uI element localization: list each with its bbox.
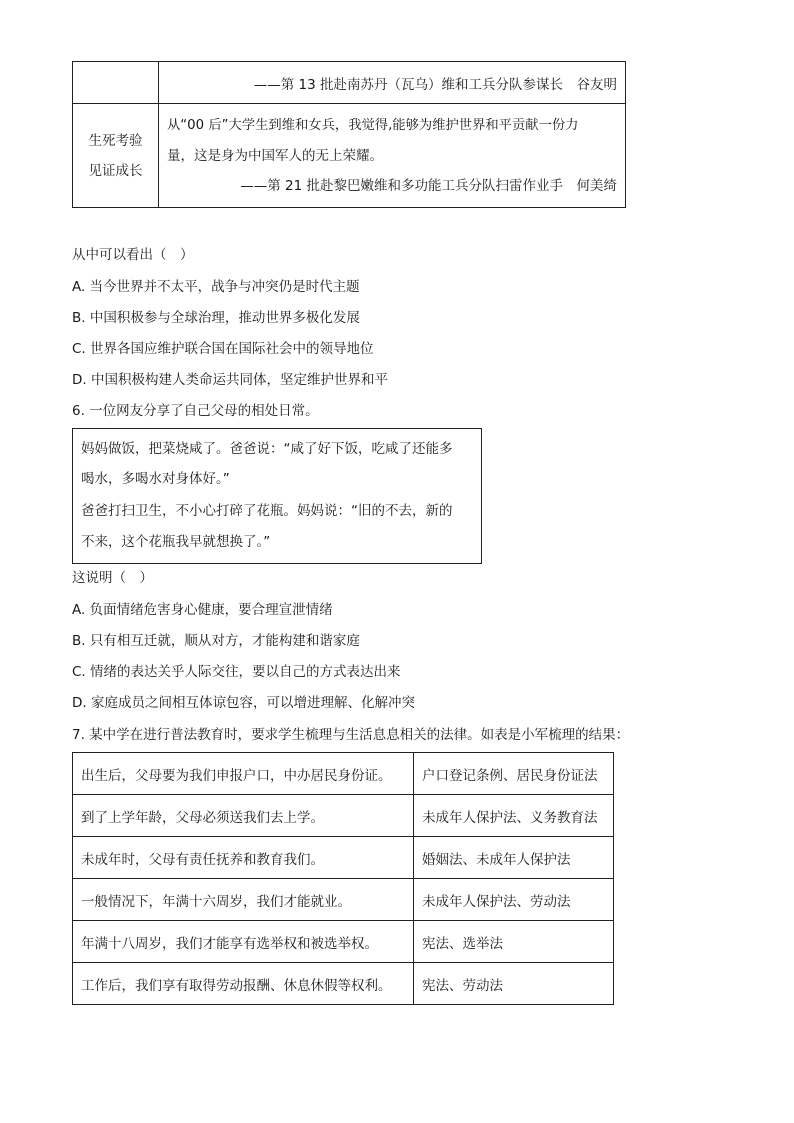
law-cell: 婚姻法、未成年人保护法 xyxy=(414,837,614,879)
option-a: A. 当今世界并不太平，战争与冲突仍是时代主题 xyxy=(72,279,360,295)
attribution-text: ——第 21 批赴黎巴嫩维和多功能工兵分队扫雷作业手 何美绮 xyxy=(240,177,617,194)
quote-table-content-cell xyxy=(159,62,626,104)
situation-cell: 未成年时，父母有责任抚养和教育我们。 xyxy=(73,837,414,879)
question-stem: 7. 某中学在进行普法教育时，要求学生梳理与生活息息相关的法律。如表是小军梳理的结果： xyxy=(72,727,630,743)
anecdote-line: 爸爸打扫卫生，不小心打碎了花瓶。妈妈说：“旧的不去，新的 xyxy=(81,503,453,519)
situation-cell: 年满十八周岁，我们才能享有选举权和被选举权。 xyxy=(73,921,414,963)
option-d: D. 中国积极构建人类命运共同体，坚定维护世界和平 xyxy=(72,372,388,388)
anecdote-line: 喝水，多喝水对身体好。” xyxy=(81,471,230,487)
quote-table xyxy=(72,61,626,208)
question-stem: 6. 一位网友分享了自己父母的相处日常。 xyxy=(72,403,319,419)
quote-table-label-cell xyxy=(73,104,159,208)
quote-table-label-cell xyxy=(73,62,159,104)
option-d: D. 家庭成员之间相互体谅包容，可以增进理解、化解冲突 xyxy=(72,695,415,711)
quote-table-content-cell xyxy=(159,104,626,208)
row-label-line: 生死考验 xyxy=(88,132,143,149)
option-c: C. 情绪的表达关乎人际交往，要以自己的方式表达出来 xyxy=(72,664,401,680)
law-table xyxy=(72,752,614,1005)
situation-cell: 出生后，父母要为我们申报户口，中办居民身份证。 xyxy=(73,753,414,795)
situation-cell: 到了上学年龄，父母必须送我们去上学。 xyxy=(73,795,414,837)
anecdote-line: 妈妈做饭，把菜烧咸了。爸爸说：“咸了好下饭，吃咸了还能多 xyxy=(81,441,453,457)
law-cell: 未成年人保护法、义务教育法 xyxy=(414,795,614,837)
situation-cell: 工作后，我们享有取得劳动报酬、休息休假等权利。 xyxy=(73,963,414,1005)
situation-cell: 一般情况下，年满十六周岁，我们才能就业。 xyxy=(73,879,414,921)
quote-text-line: 从“00 后”大学生到维和女兵，我觉得,能够为维护世界和平贡献一份力 xyxy=(167,117,579,133)
table-row xyxy=(73,837,614,879)
table-row xyxy=(73,921,614,963)
table-row xyxy=(73,879,614,921)
option-b: B. 只有相互迁就，顺从对方，才能构建和谐家庭 xyxy=(72,633,360,649)
law-cell: 宪法、选举法 xyxy=(414,921,614,963)
option-c: C. 世界各国应维护联合国在国际社会中的领导地位 xyxy=(72,341,374,357)
table-row xyxy=(73,795,614,837)
anecdote-box xyxy=(72,428,482,564)
row-label-line: 见证成长 xyxy=(88,162,143,179)
law-cell: 未成年人保护法、劳动法 xyxy=(414,879,614,921)
question-stem: 从中可以看出（ ） xyxy=(72,247,194,263)
law-cell: 户口登记条例、居民身份证法 xyxy=(414,753,614,795)
anecdote-line: 不来，这个花瓶我早就想换了。” xyxy=(81,534,271,550)
option-b: B. 中国积极参与全球治理，推动世界多极化发展 xyxy=(72,310,360,326)
option-a: A. 负面情绪危害身心健康，要合理宣泄情绪 xyxy=(72,602,333,618)
table-row xyxy=(73,963,614,1005)
attribution-text: ——第 13 批赴南苏丹（瓦乌）维和工兵分队参谋长 谷友明 xyxy=(253,76,617,93)
table-row xyxy=(73,753,614,795)
quote-text-line: 量，这是身为中国军人的无上荣耀。 xyxy=(167,147,383,164)
law-cell: 宪法、劳动法 xyxy=(414,963,614,1005)
question-follow: 这说明（ ） xyxy=(72,570,153,586)
